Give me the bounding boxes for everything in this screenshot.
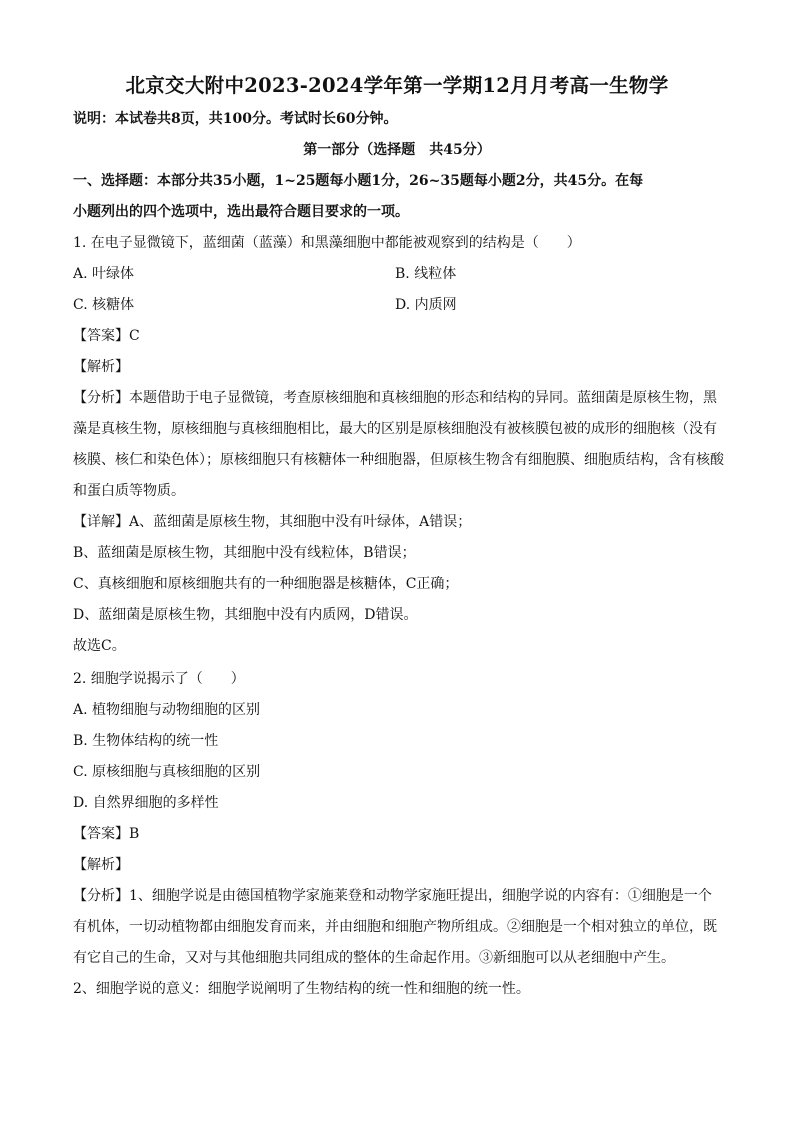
question-1-answer: 【答案】C bbox=[73, 328, 140, 344]
question-2-option-b: B. 生物体结构的统一性 bbox=[73, 733, 219, 749]
question-1-option-a: A. 叶绿体 bbox=[73, 266, 135, 282]
question-2-analysis-line-4: 2、细胞学说的意义：细胞学说阐明了生物结构的统一性和细胞的统一性。 bbox=[73, 981, 530, 997]
section-instruction-line-2: 小题列出的四个选项中，选出最符合题目要求的一项。 bbox=[73, 204, 409, 220]
question-2-jiexi-label: 【解析】 bbox=[73, 857, 129, 873]
question-1-stem: 1. 在电子显微镜下，蓝细菌（蓝藻）和黑藻细胞中都能被观察到的结构是（ ） bbox=[73, 235, 581, 251]
question-1-analysis-line-4: 和蛋白质等物质。 bbox=[73, 483, 185, 499]
question-2-analysis-line-2: 有机体，一切动植物都由细胞发育而来，并由细胞和细胞产物所组成。②细胞是一个相对独立的单位，既 bbox=[73, 919, 717, 935]
question-1-conclusion: 故选C。 bbox=[73, 638, 126, 654]
page-title: 北京交大附中2023-2024学年第一学期12月月考高一生物学 bbox=[125, 74, 669, 97]
question-1-detail-line-3: C、真核细胞和原核细胞共有的一种细胞器是核糖体，C正确； bbox=[73, 576, 459, 592]
question-1-option-b: B. 线粒体 bbox=[395, 266, 457, 282]
exam-note: 说明：本试卷共8页，共100分。考试时长60分钟。 bbox=[73, 111, 398, 127]
part-heading: 第一部分（选择题 共45分） bbox=[303, 142, 491, 158]
section-instruction-line-1: 一、选择题：本部分共35小题，1~25题每小题1分，26~35题每小题2分，共45分。在每 bbox=[73, 173, 644, 189]
question-1-option-d: D. 内质网 bbox=[395, 297, 457, 313]
question-1-option-c: C. 核糖体 bbox=[73, 297, 135, 313]
question-2-option-d: D. 自然界细胞的多样性 bbox=[73, 795, 219, 811]
question-1-analysis-line-3: 核膜、核仁和染色体）；原核细胞只有核糖体一种细胞器，但原核生物含有细胞膜、细胞质结构，含有核酸 bbox=[73, 452, 724, 468]
question-1-jiexi-label: 【解析】 bbox=[73, 359, 129, 375]
question-1-analysis-line-2: 藻是真核生物，原核细胞与真核细胞相比，最大的区别是原核细胞没有被核膜包被的成形的细胞核（没有 bbox=[73, 421, 717, 437]
question-2-option-c: C. 原核细胞与真核细胞的区别 bbox=[73, 764, 261, 780]
question-2-analysis-line-3: 有它自己的生命，又对与其他细胞共同组成的整体的生命起作用。③新细胞可以从老细胞中产生。 bbox=[73, 950, 675, 966]
question-2-analysis-line-1: 【分析】1、细胞学说是由德国植物学家施莱登和动物学家施旺提出，细胞学说的内容有：①细胞是一个 bbox=[73, 888, 712, 904]
question-1-detail-line-4: D、蓝细菌是原核生物，其细胞中没有内质网，D错误。 bbox=[73, 607, 418, 623]
question-2-option-a: A. 植物细胞与动物细胞的区别 bbox=[73, 702, 261, 718]
question-2-stem: 2. 细胞学说揭示了（ ） bbox=[73, 671, 245, 687]
question-2-answer: 【答案】B bbox=[73, 826, 140, 842]
question-1-analysis-line-1: 【分析】本题借助于电子显微镜，考查原核细胞和真核细胞的形态和结构的异同。蓝细菌是原核生物，黑 bbox=[73, 390, 717, 406]
question-1-detail-line-1: 【详解】A、蓝细菌是原核生物，其细胞中没有叶绿体，A错误； bbox=[73, 514, 472, 530]
question-1-detail-line-2: B、蓝细菌是原核生物，其细胞中没有线粒体，B错误； bbox=[73, 545, 416, 561]
